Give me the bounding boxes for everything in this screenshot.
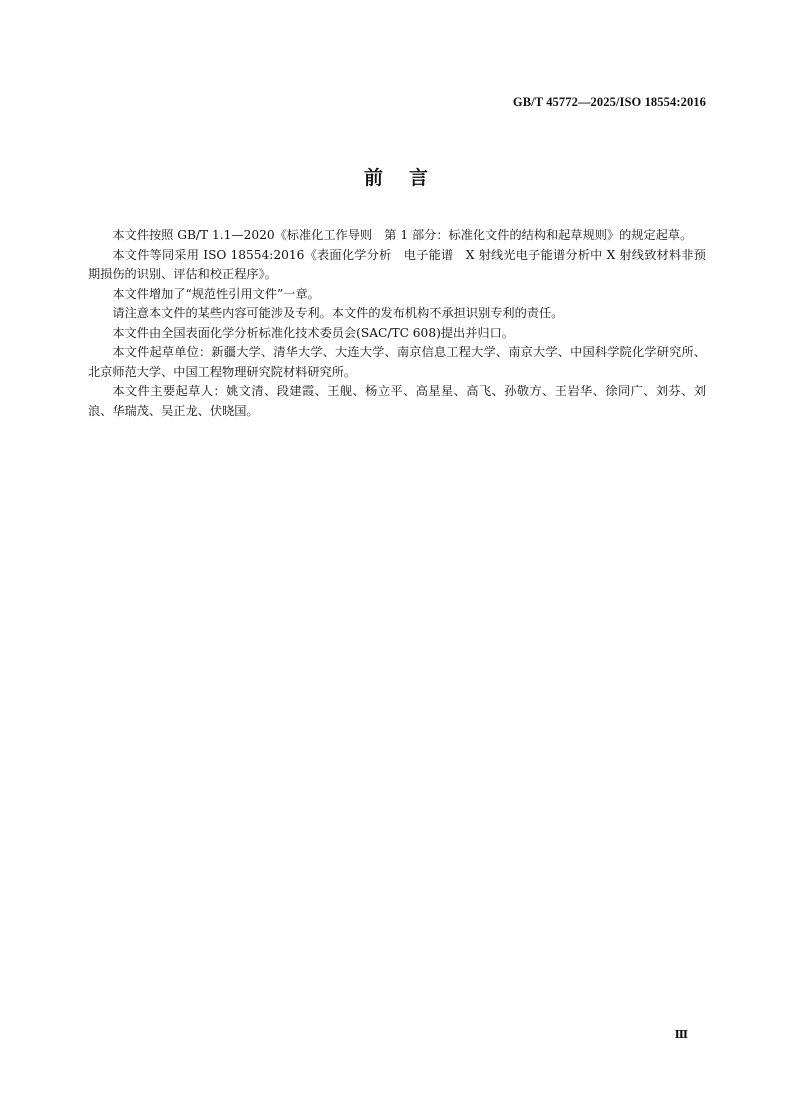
paragraph-patent-notice: 请注意本文件的某些内容可能涉及专利。本文件的发布机构不承担识别专利的责任。 <box>112 306 564 320</box>
paragraph-proposer: 本文件由全国表面化学分析标准化技术委员会(SAC/TC 608)提出并归口。 <box>112 325 514 340</box>
page-number: Ⅲ <box>674 1029 688 1041</box>
standard-number-header: GB/T 45772—2025/ISO 18554:2016 <box>512 95 706 109</box>
page-title: 前言 <box>363 167 454 189</box>
paragraph-drafters: 本文件主要起草人：姚文清、段建霞、王舰、杨立平、高星星、高飞、孙敬方、王岩华、徐同广、刘芬、刘浪、华瑞茂、吴正龙、伏晓国。 <box>88 384 706 418</box>
paragraph-normative-references: 本文件增加了“规范性引用文件”一章。 <box>112 286 320 301</box>
paragraph-drafting-units: 本文件起草单位：新疆大学、清华大学、大连大学、南京信息工程大学、南京大学、中国科学院化学研究所、北京师范大学、中国工程物理研究院材料研究所。 <box>88 345 706 379</box>
paragraph-iso-adoption: 本文件等同采用 ISO 18554:2016《表面化学分析 电子能谱 X 射线光电子能谱分析中 X 射线致材料非预期损伤的识别、评估和校正程序》。 <box>88 247 706 281</box>
paragraph-drafting-rules: 本文件按照 GB/T 1.1—2020《标准化工作导则 第 1 部分：标准化文件的结构和起草规则》的规定起草。 <box>112 228 693 242</box>
foreword-body <box>88 226 706 421</box>
